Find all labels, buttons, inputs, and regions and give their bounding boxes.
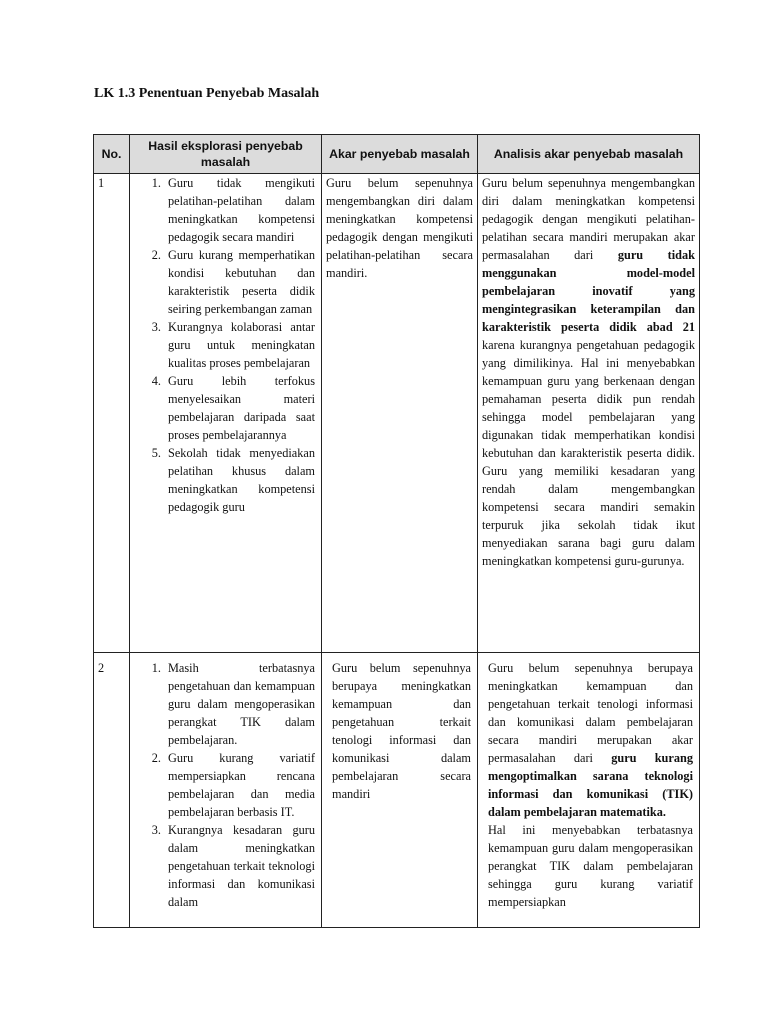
header-analisis: Analisis akar penyebab masalah bbox=[478, 135, 700, 174]
cause-list bbox=[140, 174, 315, 516]
list-item: 1. Masih terbatasnya pengetahuan dan kemampuan guru dalam mengoperasikan perangkat TIK dalam pembelajaran. bbox=[164, 659, 315, 749]
cause-list bbox=[140, 659, 315, 911]
analysis-cell bbox=[478, 653, 700, 928]
list-item: 2. Guru kurang variatif mempersiapkan rencana pembelajaran dan media pembelajaran berbasis IT. bbox=[164, 749, 315, 821]
analysis-text bbox=[482, 174, 695, 570]
header-hasil-eksplorasi: Hasil eksplorasi penyebab masalah bbox=[130, 135, 322, 174]
row-number: 1 bbox=[94, 174, 130, 653]
analysis-emphasis: guru tidak menggunakan model-model pembelajaran inovatif yang mengintegrasikan keterampilan dan karakteristik peserta didik abad 21 bbox=[482, 248, 695, 334]
page-title: LK 1.3 Penentuan Penyebab Masalah bbox=[94, 86, 320, 101]
list-item: 3. Kurangnya kolaborasi antar guru untuk meningkatan kualitas proses pembelajaran bbox=[164, 318, 315, 372]
problem-cause-table bbox=[93, 134, 700, 928]
analysis-cell bbox=[478, 174, 700, 653]
analysis-emphasis: guru kurang mengoptimalkan sarana teknologi informasi dan komunikasi (TIK) dalam pembelajaran matematika. bbox=[488, 751, 693, 819]
exploration-cell bbox=[130, 653, 322, 928]
list-item: 1. Guru tidak mengikuti pelatihan-pelatihan dalam meningkatkan kompetensi pedagogik secara mandiri bbox=[164, 174, 315, 246]
header-akar-penyebab: Akar penyebab masalah bbox=[322, 135, 478, 174]
analysis-text-rest: karena kurangnya pengetahuan pedagogik yang dimilikinya. Hal ini menyebabkan kemampuan guru yang berkenaan dengan pemahaman peserta didik pun rendah sehingga model pembelajaran yang digunakan tidak memperhatikan kondisi kebutuhan dan karakteristik peserta didik. Guru yang memiliki kesadaran yang rendah dalam mengembangkan kompetensi secara mandiri semakin terpuruk jika sekolah tidak ikut menyediakan sarana bagi guru dalam meningkatkan kompetensi guru-gurunya. bbox=[482, 338, 695, 568]
table-row bbox=[94, 174, 700, 653]
list-item: 3. Kurangnya kesadaran guru dalam meningkatkan pengetahuan terkait teknologi informasi dan komunikasi dalam bbox=[164, 821, 315, 911]
exploration-cell bbox=[130, 174, 322, 653]
analysis-text-rest: Hal ini menyebabkan terbatasnya kemampuan guru dalam mengoperasikan perangkat TIK dalam pembelajaran sehingga guru kurang variatif mempersiapkan bbox=[488, 823, 693, 909]
list-item: 5. Sekolah tidak menyediakan pelatihan khusus dalam meningkatkan kompetensi pedagogik guru bbox=[164, 444, 315, 516]
table-header-row bbox=[94, 135, 700, 174]
row-number: 2 bbox=[94, 653, 130, 928]
list-item: 2. Guru kurang memperhatikan kondisi kebutuhan dan karakteristik peserta didik seiring perkembangan zaman bbox=[164, 246, 315, 318]
list-item: 4. Guru lebih terfokus menyelesaikan materi pembelajaran daripada saat proses pembelajarannya bbox=[164, 372, 315, 444]
header-no: No. bbox=[94, 135, 130, 174]
root-cause-cell bbox=[322, 174, 478, 653]
analysis-text bbox=[488, 659, 693, 821]
table-row bbox=[94, 653, 700, 928]
root-cause-text: Guru belum sepenuhnya berupaya meningkatkan kemampuan dan pengetahuan terkait tenologi informasi dan komunikasi dalam pembelajaran secara mandiri bbox=[332, 661, 471, 801]
analysis-text-intro: Guru belum sepenuhnya berupaya meningkatkan kemampuan dan pengetahuan terkait tenologi informasi dan komunikasi dalam pembelajaran secara mandiri merupakan akar permasalahan dari bbox=[488, 661, 693, 765]
root-cause-text: Guru belum sepenuhnya mengembangkan diri dalam meningkatkan kompetensi pedagogik dengan mengikuti pelatihan-pelatihan secara mandiri. bbox=[326, 176, 473, 280]
analysis-text-intro: Guru belum sepenuhnya mengembangkan diri dalam meningkatkan kompetensi pedagogik dengan mengikuti pelatihan-pelatihan secara mandiri merupakan akar permasalahan dari bbox=[482, 176, 695, 262]
root-cause-cell bbox=[322, 653, 478, 928]
